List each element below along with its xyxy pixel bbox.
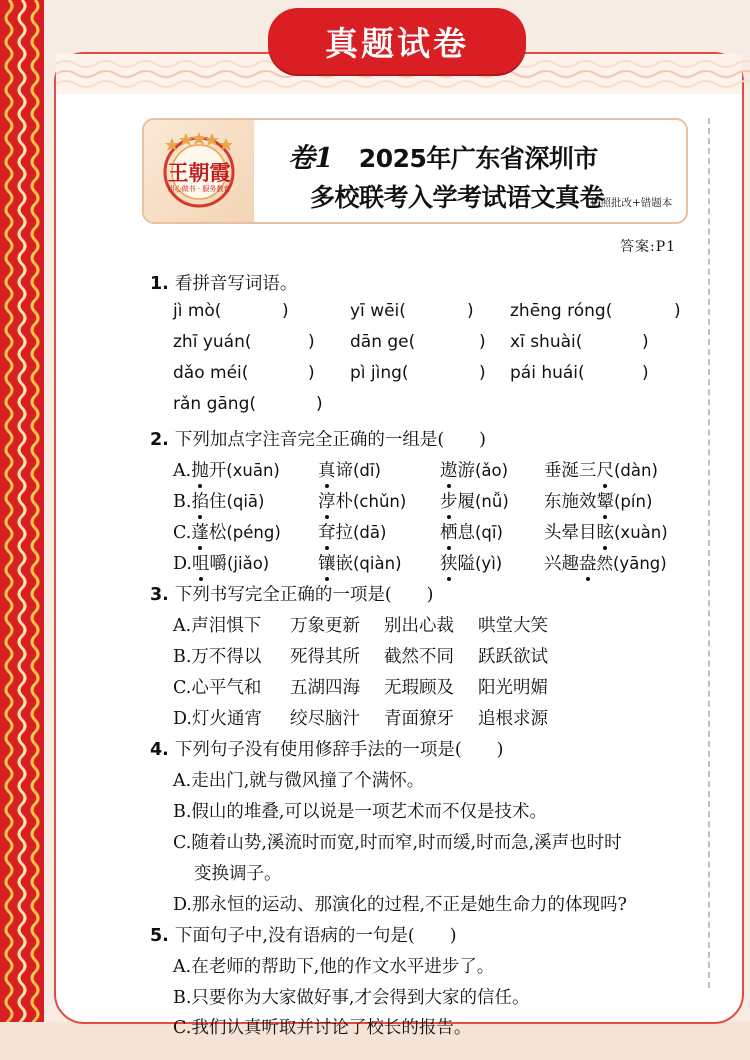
word-prefix: 咀 [192, 550, 210, 575]
word-prefix: 步 [440, 488, 458, 513]
banner-title: 真题试卷 [268, 8, 526, 74]
word-suffix: 住 [208, 492, 227, 512]
pinyin-annotation: (dī) [353, 461, 381, 480]
option-cell [318, 519, 386, 544]
word-prefix: 垂涎三 [544, 461, 597, 481]
word-suffix: 拉 [335, 523, 353, 543]
option-a: A.走出门,就与微风撞了个满怀。 [173, 771, 425, 791]
word-suffix: 盎 [579, 550, 597, 575]
word-suffix: 朴 [335, 492, 353, 512]
pinyin-prompt: pái huái( [510, 363, 585, 383]
pinyin-prompt: zhēng róng( [510, 301, 613, 321]
option-cell [440, 488, 509, 513]
idiom-option: 跃跃欲试 [478, 647, 548, 667]
pinyin-annotation: (dàn) [614, 461, 658, 480]
photo-grading-note: 拍照批改+错题本 [590, 197, 673, 209]
word-suffix: 履 [457, 492, 475, 512]
option-letter: D. [173, 554, 192, 574]
word-suffix: 开 [208, 461, 227, 481]
pinyin-annotation: (qiā) [226, 492, 265, 511]
word-suffix: 嵌 [335, 554, 353, 574]
pinyin-annotation: (péng) [226, 523, 281, 542]
answer-blank-close: ) [316, 394, 323, 414]
option-c-continued: 变换调子。 [194, 864, 282, 884]
word-suffix: 尺 [597, 457, 615, 482]
option-c: C.随着山势,溪流时而宽,时而窄,时而缓,时而急,溪声也时时 [173, 833, 622, 853]
option-cell [318, 550, 402, 575]
word-prefix: 头晕目 [544, 523, 597, 543]
question-3 [150, 581, 433, 606]
question-number: 4. [150, 740, 169, 760]
word-prefix: 镶 [318, 550, 336, 575]
option-cell [318, 488, 406, 513]
word-suffix: 颦 [597, 488, 615, 513]
option-cell [173, 550, 269, 575]
question-stem: 看拼音写词语。 [174, 274, 298, 294]
pinyin-prompt: yī wēi( [350, 301, 406, 321]
option-letter: C. [173, 523, 192, 543]
answer-page-reference: 答案:P1 [620, 239, 677, 255]
option-letter: B. [173, 492, 192, 512]
exam-title-line2: 多校联考入学考试语文真卷 [310, 183, 605, 212]
word-prefix: 栖 [440, 519, 458, 544]
word-prefix: 抛 [191, 457, 209, 482]
idiom-option: 五湖四海 [290, 678, 360, 698]
answer-blank-close: ) [467, 301, 474, 321]
idiom-option: A.声泪惧下 [173, 616, 262, 636]
option-b: B.假山的堆叠,可以说是一项艺术而不仅是技术。 [173, 802, 547, 822]
idiom-option: B.万不得以 [173, 647, 262, 667]
idiom-option: 别出心裁 [384, 616, 454, 636]
word-suffix: 谛 [335, 461, 353, 481]
exam-region-year: 2025年广东省深圳市 [358, 144, 598, 173]
volume-label: 卷1 [288, 143, 333, 174]
answer-blank-close: ) [282, 301, 289, 321]
pinyin-annotation: (xuàn) [614, 523, 668, 542]
pinyin-annotation: (pín) [614, 492, 653, 511]
option-letter: A. [173, 461, 192, 481]
answer-blank-close: ) [308, 332, 315, 352]
option-cell [544, 488, 652, 513]
word-prefix: 掐 [191, 488, 209, 513]
idiom-option: 青面獠牙 [384, 709, 454, 729]
pinyin-prompt: rǎn gāng( [173, 394, 256, 414]
pinyin-annotation: (dā) [353, 523, 387, 542]
idiom-option: 万象更新 [290, 616, 360, 636]
answer-blank-close: ) [479, 363, 486, 383]
option-cell [173, 457, 280, 482]
idiom-option: 死得其所 [290, 647, 360, 667]
option-cell [318, 457, 381, 482]
question-2 [150, 426, 486, 451]
idiom-option: 阳光明媚 [478, 678, 548, 698]
option-cell [440, 457, 508, 482]
question-number: 5. [150, 926, 169, 946]
pinyin-annotation: (yì) [475, 554, 503, 573]
idiom-option: 绞尽脑汁 [290, 709, 360, 729]
idiom-option: 追根求源 [478, 709, 548, 729]
word-prefix: 狭 [440, 550, 458, 575]
question-1 [150, 270, 297, 295]
option-b: B.只要你为大家做好事,才会得到大家的信任。 [173, 988, 530, 1008]
pinyin-annotation: (jiǎo) [226, 554, 270, 573]
option-cell [544, 519, 668, 544]
pinyin-annotation: (qiàn) [353, 554, 402, 573]
pinyin-prompt: jì mò( [173, 301, 222, 321]
idiom-option: C.心平气和 [173, 678, 262, 698]
answer-blank-close: ) [308, 363, 315, 383]
option-cell [173, 519, 281, 544]
option-cell [440, 519, 503, 544]
answer-blank-close: ) [479, 332, 486, 352]
word-prefix: 兴趣 [544, 554, 579, 574]
word-suffix: 松 [208, 523, 227, 543]
word-suffix: 嚼 [209, 554, 227, 574]
pinyin-prompt: dān ge( [350, 332, 416, 352]
pinyin-annotation: (chǔn) [353, 492, 407, 511]
answer-blank-close: ) [674, 301, 681, 321]
pinyin-annotation: (ǎo) [475, 461, 509, 480]
logo-slogan: 用心做书 · 服务教育 [167, 185, 231, 193]
question-5 [150, 922, 457, 947]
pinyin-prompt: pì jìng( [350, 363, 409, 383]
question-number: 2. [150, 430, 169, 450]
option-cell [440, 550, 502, 575]
word-prefix: 淳 [318, 488, 336, 513]
option-a: A.在老师的帮助下,他的作文水平进步了。 [173, 957, 495, 977]
word-suffix: 游 [457, 461, 475, 481]
question-stem: 下列句子没有使用修辞手法的一项是( ) [174, 740, 504, 760]
pinyin-prompt: zhī yuán( [173, 332, 252, 352]
answer-blank-close: ) [642, 332, 649, 352]
word-prefix: 东施效 [544, 492, 597, 512]
idiom-option: 截然不同 [384, 647, 454, 667]
pinyin-annotation: (xuān) [226, 461, 280, 480]
word-suffix: 眩 [597, 519, 615, 544]
question-stem: 下列加点字注音完全正确的一组是( ) [174, 430, 486, 450]
pinyin-prompt: xī shuài( [510, 332, 583, 352]
logo-text: 王朝霞 [167, 160, 231, 185]
question-stem: 下列书写完全正确的一项是( ) [174, 585, 434, 605]
idiom-option: 哄堂大笑 [478, 616, 548, 636]
option-c-partial: C.我们认真听取并讨论了校长的报告。 [173, 1018, 472, 1038]
idiom-option: 无瑕顾及 [384, 678, 454, 698]
word-suffix: 息 [457, 523, 475, 543]
word-prefix: 真 [318, 457, 336, 482]
option-cell [173, 488, 264, 513]
word-prefix: 耷 [318, 519, 336, 544]
option-d: D.那永恒的运动、那演化的过程,不正是她生命力的体现吗? [173, 895, 627, 915]
word-suffix: 隘 [457, 554, 475, 574]
pinyin-annotation: (qī) [475, 523, 503, 542]
pinyin-annotation: 然(yāng) [596, 554, 667, 573]
question-4 [150, 736, 503, 761]
word-prefix: 遨 [440, 457, 458, 482]
question-stem: 下面句子中,没有语病的一句是( ) [174, 926, 457, 946]
pinyin-annotation: (nǚ) [475, 492, 509, 511]
option-cell [544, 457, 658, 482]
question-number: 1. [150, 274, 169, 294]
idiom-option: D.灯火通宵 [173, 709, 262, 729]
question-number: 3. [150, 585, 169, 605]
pinyin-prompt: dǎo méi( [173, 363, 249, 383]
word-prefix: 蓬 [191, 519, 209, 544]
answer-blank-close: ) [642, 363, 649, 383]
option-cell [544, 550, 667, 575]
